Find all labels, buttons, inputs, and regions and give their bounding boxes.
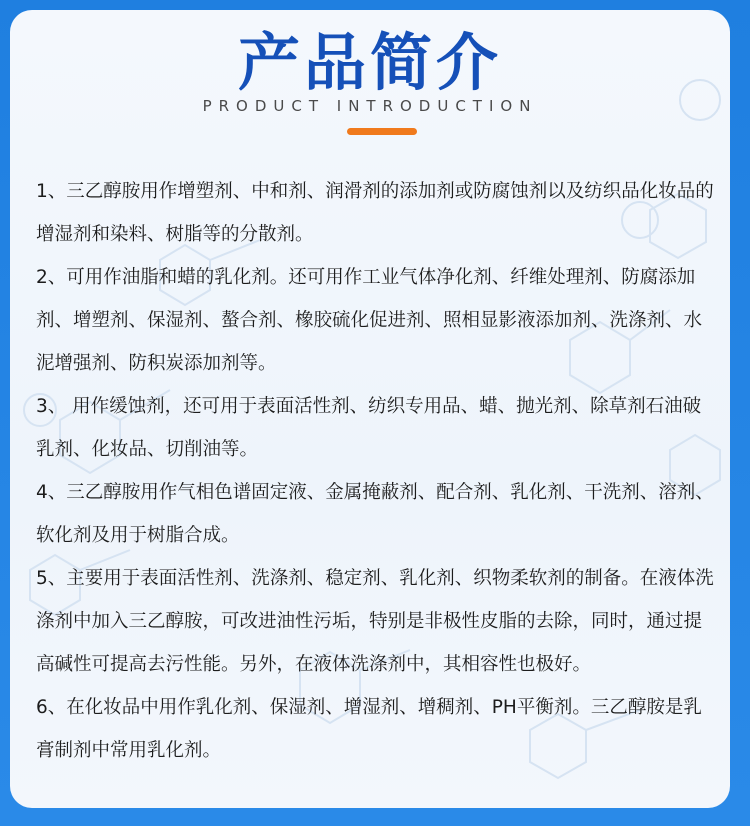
intro-card (10, 10, 730, 808)
paragraph-3: 3、 用作缓蚀剂，还可用于表面活性剂、纺织专用品、蜡、抛光剂、除草剂石油破乳剂、化妆品、切削油等。 (36, 396, 702, 460)
paragraph-4: 4、三乙醇胺用作气相色谱固定液、金属掩蔽剂、配合剂、乳化剂、干洗剂、溶剂、软化剂及用于树脂合成。 (36, 482, 714, 546)
paragraph-5: 5、主要用于表面活性剂、洗涤剂、稳定剂、乳化剂、织物柔软剂的制备。在液体洗涤剂中加入三乙醇胺，可改进油性污垢，特别是非极性皮脂的去除，同时，通过提高碱性可提高去污性能。另外，在液体洗涤剂中，其相容性也极好。 (36, 568, 714, 675)
page-title: 产品简介 (237, 26, 502, 99)
paragraph-1: 1、三乙醇胺用作增塑剂、中和剂、润滑剂的添加剂或防腐蚀剂以及纺织品化妆品的增湿剂和染料、树脂等的分散剂。 (36, 181, 714, 245)
intro-content (36, 170, 716, 772)
paragraph-2: 2、可用作油脂和蜡的乳化剂。还可用作工业气体净化剂、纤维处理剂、防腐添加剂、增塑剂、保湿剂、螯合剂、橡胶硫化促进剂、照相显影液添加剂、洗涤剂、水泥增强剂、防积炭添加剂等。 (36, 267, 703, 374)
paragraph-6: 6、在化妆品中用作乳化剂、保湿剂、增湿剂、增稠剂、PH平衡剂。三乙醇胺是乳膏制剂中常用乳化剂。 (36, 697, 702, 761)
page-subtitle: PRODUCT INTRODUCTION (202, 97, 538, 115)
title-accent-bar (347, 128, 417, 135)
